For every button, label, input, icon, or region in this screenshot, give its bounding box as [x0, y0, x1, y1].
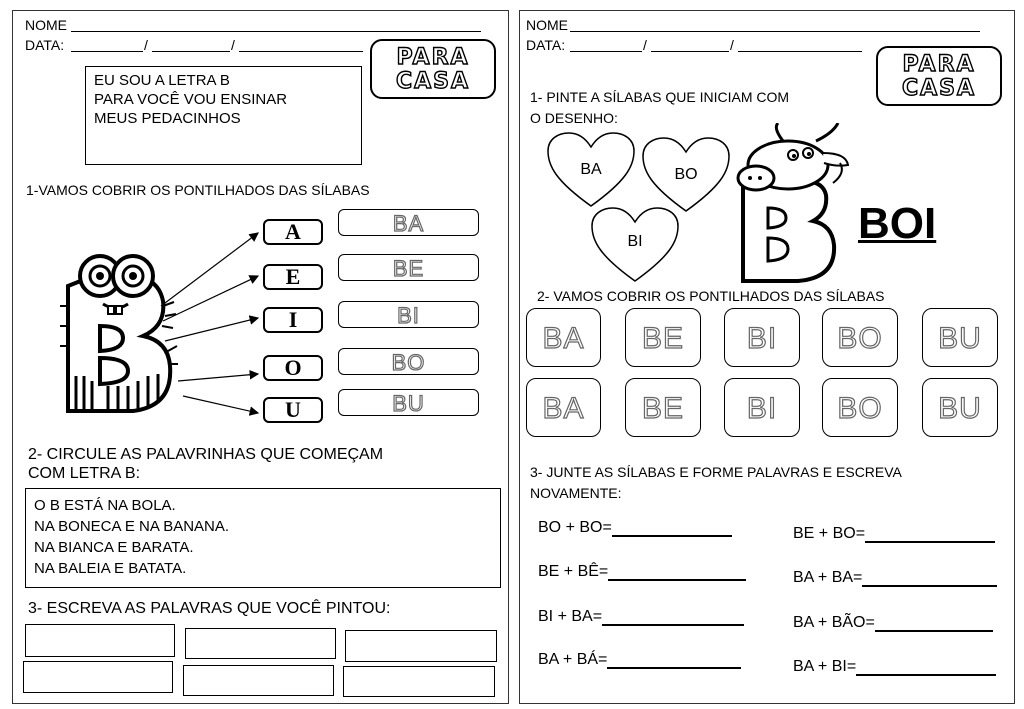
intro-box [85, 66, 362, 165]
vowel-box-a: A [263, 219, 323, 245]
name-line-right[interactable] [570, 31, 980, 32]
badge-line-2: CASA [395, 69, 471, 94]
answer-line-right-3[interactable] [875, 630, 993, 632]
equation-left-1-text: BO + BO= [538, 519, 612, 536]
date-year-line[interactable] [239, 51, 363, 52]
badge-right-line-2: CASA [901, 76, 977, 101]
date-day-line-right[interactable] [570, 51, 642, 52]
equation-left-2-text: BE + BÊ= [538, 563, 609, 580]
equation-left-4-text: BA + BÁ= [538, 651, 608, 668]
trace-syllable-bu[interactable]: BU [338, 389, 479, 416]
sentence-2[interactable]: NA BONECA E NA BANANA. [34, 518, 230, 535]
answer-line-left-4[interactable] [607, 667, 741, 669]
date-label-right: DATA: [526, 37, 566, 53]
answer-box-6[interactable] [343, 666, 495, 697]
answer-box-5[interactable] [183, 665, 334, 696]
trace-row1-bo[interactable]: BO [822, 308, 898, 367]
trace-row1-bi[interactable]: BI [724, 308, 800, 367]
equation-right-1-text: BE + BO= [793, 525, 866, 542]
date-label [25, 37, 64, 53]
name-label [25, 17, 67, 33]
right-q1-line-1: 1- PINTE A SÍLABAS QUE INICIAM COM [530, 89, 790, 105]
heart-ba-label: BA [580, 161, 602, 178]
equation-left-4 [538, 651, 741, 669]
trace-syllable-bi[interactable]: BI [338, 301, 479, 328]
answer-box-4[interactable] [23, 661, 173, 693]
trace-row2-bo[interactable]: BO [822, 378, 898, 437]
equation-right-2 [793, 569, 997, 587]
date-month-line[interactable] [152, 51, 230, 52]
trace-row1-bu[interactable]: BU [922, 308, 998, 367]
question-3-title: 3- ESCREVA AS PALAVRAS QUE VOCÊ PINTOU: [28, 600, 391, 617]
para-casa-badge-right [876, 46, 1002, 106]
arrows-to-vowels [153, 211, 268, 416]
name-line[interactable] [71, 31, 481, 32]
badge-line-1: PARA [396, 45, 470, 70]
vowel-box-i: I [263, 307, 323, 333]
answer-line-right-4[interactable] [856, 674, 996, 676]
trace-syllable-be[interactable]: BE [338, 254, 479, 281]
answer-line-right-2[interactable] [862, 585, 997, 587]
equation-left-2 [538, 563, 746, 581]
sentence-4[interactable]: NA BALEIA E BATATA. [34, 560, 187, 577]
equation-right-4 [793, 658, 996, 676]
sentences-box [25, 488, 501, 588]
right-question-3-title [530, 462, 1010, 504]
equation-right-4-text: BA + BI= [793, 658, 857, 675]
date-label-text: DATA: [25, 37, 65, 53]
trace-row2-ba[interactable]: BA [526, 378, 601, 437]
date-year-line-right[interactable] [738, 51, 862, 52]
trace-row2-be[interactable]: BE [625, 378, 701, 437]
answer-box-3[interactable] [345, 630, 497, 662]
date-slash-2-right: / [730, 37, 734, 53]
question-1-title: 1-VAMOS COBRIR OS PONTILHADOS DAS SÍLABAS [26, 182, 370, 198]
equation-right-2-text: BA + BA= [793, 569, 863, 586]
equation-right-3-text: BA + BÃO= [793, 614, 875, 631]
trace-row1-ba[interactable]: BA [526, 308, 601, 367]
name-label-right: NOME [526, 17, 568, 33]
sentence-3[interactable]: NA BIANCA E BARATA. [34, 539, 194, 556]
date-month-line-right[interactable] [651, 51, 729, 52]
word-boi: BOI [858, 199, 937, 248]
trace-row2-bu[interactable]: BU [922, 378, 998, 437]
sentence-1[interactable]: O B ESTÁ NA BOLA. [34, 497, 176, 514]
heart-bi-label: BI [627, 233, 643, 250]
left-worksheet [12, 10, 509, 704]
para-casa-badge [370, 39, 496, 99]
vowel-box-e: E [263, 264, 323, 290]
trace-row1-be[interactable]: BE [625, 308, 701, 367]
question-2-line-2: COM LETRA B: [28, 465, 141, 482]
intro-line-1: EU SOU A LETRA B [94, 72, 230, 89]
right-worksheet [519, 10, 1015, 704]
answer-line-right-1[interactable] [865, 541, 995, 543]
date-day-line[interactable] [71, 51, 143, 52]
answer-line-left-2[interactable] [608, 579, 746, 581]
intro-line-3: MEUS PEDACINHOS [94, 110, 241, 127]
answer-box-1[interactable] [25, 624, 175, 657]
right-q3-line-2: NOVAMENTE: [530, 485, 622, 501]
equation-right-3 [793, 614, 993, 632]
right-q3-line-1: 3- JUNTE AS SÍLABAS E FORME PALAVRAS E ESCREVA [530, 464, 902, 480]
intro-line-2: PARA VOCÊ VOU ENSINAR [94, 91, 288, 108]
trace-syllable-bo[interactable]: BO [338, 348, 479, 375]
ox-letter-b-illustration [728, 123, 853, 288]
trace-row2-bi[interactable]: BI [724, 378, 800, 437]
badge-right-line-1: PARA [902, 52, 976, 77]
vowel-box-o: O [263, 355, 323, 381]
right-question-2-title: 2- VAMOS COBRIR OS PONTILHADOS DAS SÍLABAS [537, 288, 885, 304]
date-slash-1: / [144, 37, 148, 53]
date-slash-1-right: / [643, 37, 647, 53]
equation-left-3-text: BI + BA= [538, 608, 603, 625]
right-q1-line-2: O DESENHO: [530, 110, 618, 126]
question-2-line-1: 2- CIRCULE AS PALAVRINHAS QUE COMEÇAM [28, 446, 384, 463]
question-2-title [28, 445, 383, 483]
equation-left-3 [538, 608, 744, 626]
vowel-box-u: U [263, 397, 323, 423]
answer-line-left-1[interactable] [612, 535, 732, 537]
answer-box-2[interactable] [185, 628, 336, 659]
date-slash-2: / [231, 37, 235, 53]
name-label-text: NOME [25, 17, 67, 33]
heart-bo-label: BO [674, 166, 698, 183]
equation-right-1 [793, 525, 995, 543]
equation-left-1 [538, 519, 732, 537]
answer-line-left-3[interactable] [602, 624, 744, 626]
trace-syllable-ba[interactable]: BA [338, 209, 479, 236]
